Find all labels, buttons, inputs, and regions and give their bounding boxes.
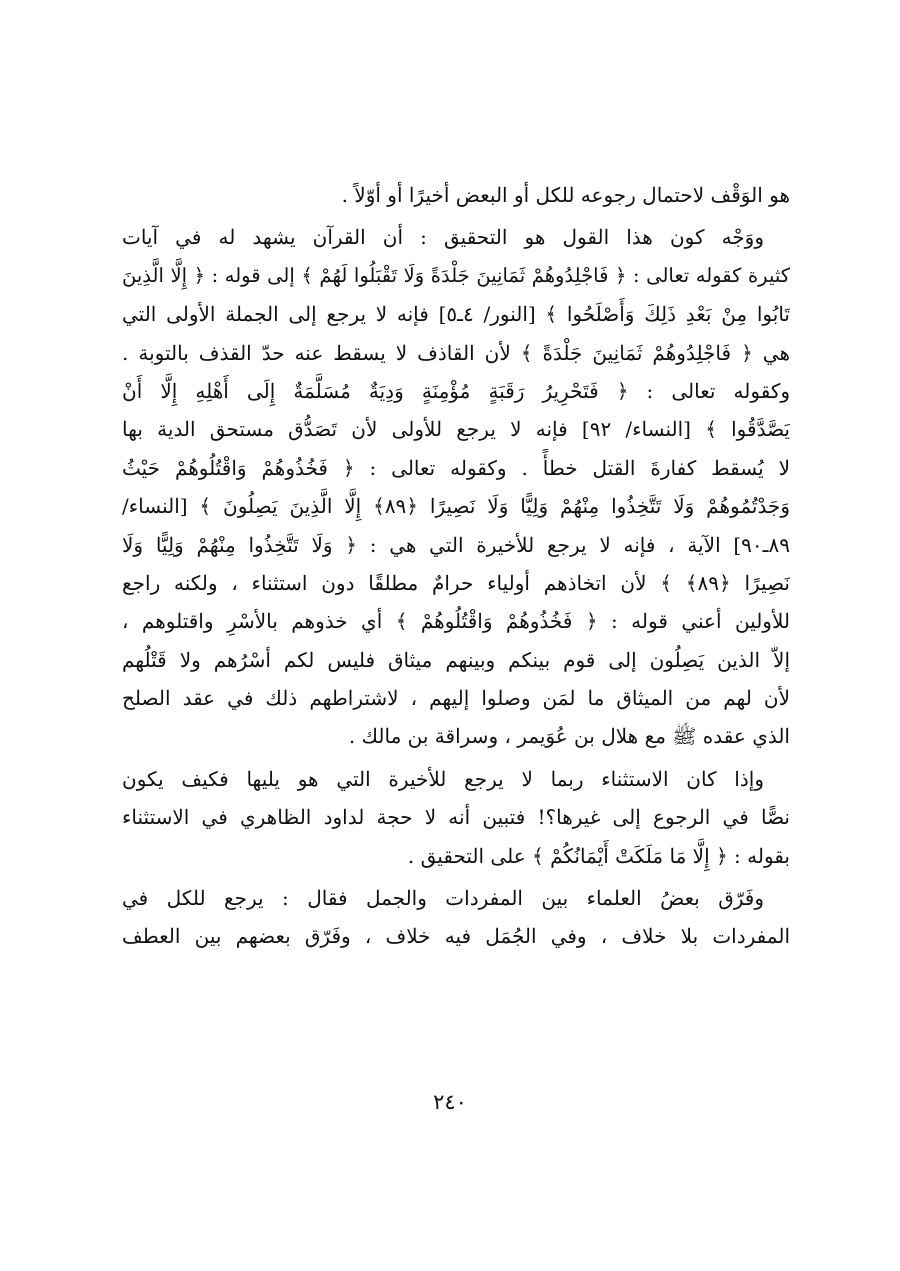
text-line: وكقوله تعالى : ﴿ فَتَحْرِيرُ رَقَبَةٍ مُؤْمِنَةٍ وَدِيَةٌ مُسَلَّمَةٌ إِلَى أَهْلِهِ إِلَّا أَنْ	[122, 378, 790, 403]
text-line: وإذا كان الاستثناء ربما لا يرجع للأخيرة التي هو يليها فكيف يكون	[122, 766, 764, 791]
text-line: للأولين أعني قوله : ﴿ فَخُذُوهُمْ وَاقْتُلُوهُمْ ﴾ أي خذوهم بالأسْرِ واقتلوهم ،	[122, 609, 790, 634]
page-number: ٢٤٠	[433, 1090, 467, 1114]
text-line: لأن لهم من الميثاق ما لمَن وصلوا إليهم ، لاشتراطهم ذلك في عقد الصلح	[122, 686, 790, 711]
text-line: إلاّ الذين يَصِلُون إلى قوم بينكم وبينهم ميثاق فليس لكم أسْرُهم ولا قَتْلُهم	[122, 647, 790, 672]
text-line: ووَجْه كون هذا القول هو التحقيق : أن القرآن يشهد له في آيات	[122, 225, 764, 250]
text-line: كثيرة كقوله تعالى : ﴿ فَاجْلِدُوهُمْ ثَمَانِينَ جَلْدَةً وَلَا تَقْبَلُوا لَهُمْ ﴾ إلى قوله : ﴿ إِلَّا الَّذِينَ	[122, 263, 790, 287]
text-line: الذي عقده ﷺ مع هلال بن عُوَيمر ، وسراقة بن مالك .	[348, 724, 790, 749]
text-line: ٨٩ـ٩٠] الآية ، فإنه لا يرجع للأخيرة التي هي : ﴿ وَلَا تَتَّخِذُوا مِنْهُمْ وَلِيًّا وَلَا	[122, 532, 790, 557]
text-line: تَابُوا مِنْ بَعْدِ ذَلِكَ وَأَصْلَحُوا ﴾ [النور/ ٤ـ٥] فإنه لا يرجع إلى الجملة الأولى التي	[122, 302, 790, 327]
text-line: نَصِيرًا ﴿٨٩﴾ ﴾ لأن اتخاذهم أولياء حرامٌ مطلقًا دون استثناء ، ولكنه راجع	[122, 570, 790, 595]
text-line: هي ﴿ فَاجْلِدُوهُمْ ثَمَانِينَ جَلْدَةً ﴾ لأن القاذف لا يسقط عنه حدّ القذف بالتوبة .	[122, 340, 790, 365]
text-line: المفردات بلا خلاف ، وفي الجُمَل فيه خلاف ، وفَرّق بعضهم بين العطف	[122, 924, 790, 949]
text-line: لا يُسقط كفارةَ القتل خطأً . وكقوله تعالى : ﴿ فَخُذُوهُمْ وَاقْتُلُوهُمْ حَيْثُ	[122, 455, 790, 480]
text-line: هو الوَقْف لاحتمال رجوعه للكل أو البعض أخيرًا أو أوّلاً .	[341, 183, 790, 207]
page-body-text	[122, 176, 790, 956]
text-line: وَجَدْتُمُوهُمْ وَلَا تَتَّخِذُوا مِنْهُمْ وَلِيًّا وَلَا نَصِيرًا ﴿٨٩﴾ إِلَّا الَّذِينَ يَصِلُونَ ﴾ [النساء/	[122, 494, 790, 519]
text-line: نصًّا في الرجوع إلى غيرها؟! فتبين أنه لا حجة لداود الظاهري في الاستثناء	[122, 805, 790, 830]
text-line: بقوله : ﴿ إِلَّا مَا مَلَكَتْ أَيْمَانُكُمْ ﴾ على التحقيق .	[407, 843, 790, 868]
text-line: وفَرّق بعضُ العلماء بين المفردات والجمل فقال : يرجع للكل في	[122, 886, 764, 911]
text-line: يَصَّدَّقُوا ﴾ [النساء/ ٩٢] فإنه لا يرجع للأولى لأن تَصَدُّق مستحق الدية بها	[122, 417, 790, 442]
